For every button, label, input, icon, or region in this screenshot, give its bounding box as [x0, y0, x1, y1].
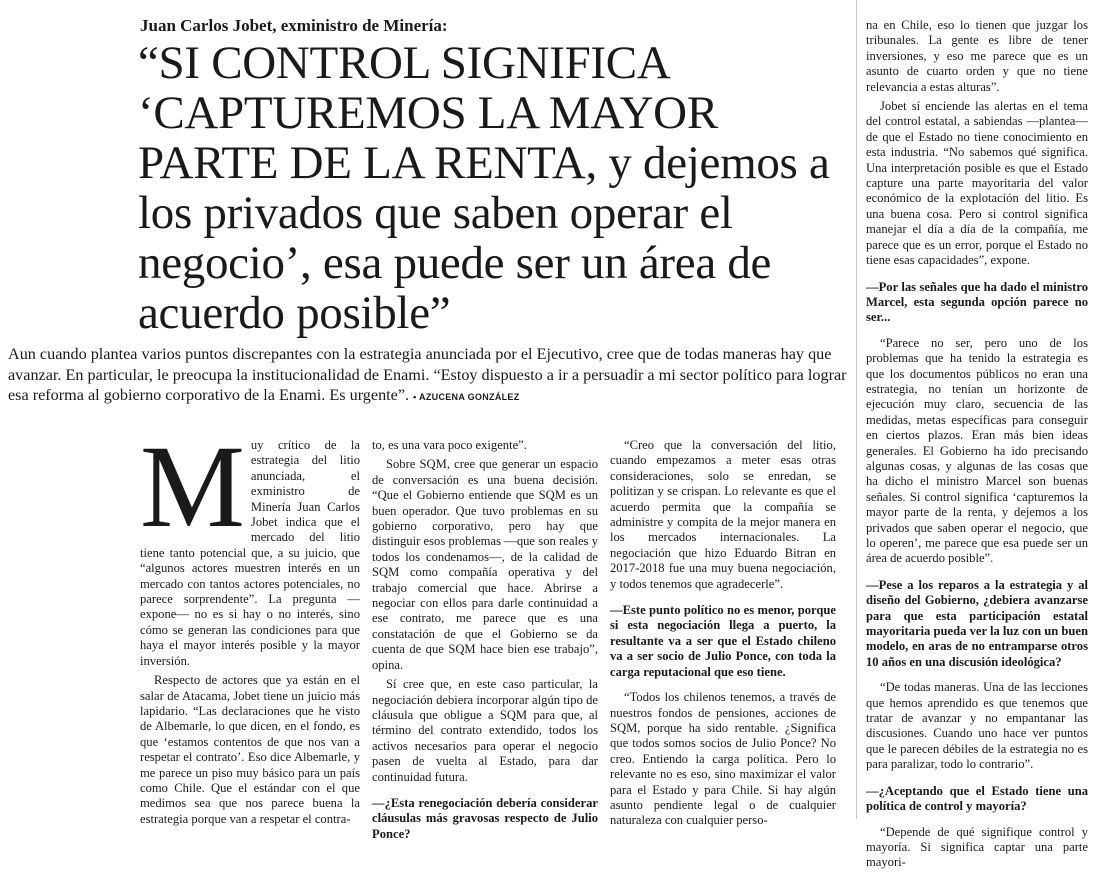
paragraph: na en Chile, eso lo tienen que juzgar los tribunales. La gente es libre de tener inversiones, y eso me parece que es un asunto de cuarto orden y que no tiene relevancia a estas alturas”. — [866, 18, 1088, 94]
interview-question: —¿Esta renegociación debería considerar cláusulas más gravosas respecto de Julio Ponce? — [372, 795, 598, 841]
paragraph: “Parece no ser, pero uno de los problemas que ha tenido la estrategia es que los documentos públicos no eran una estrategia, no tenían un horizonte de ejecución muy claro, secuencia de las medidas, metas específicas para conseguir en ciertos plazos. Eran más bien ideas generales. El Gobierno ha ido precisando algunas cosas, y algunas de las cosas que ha dicho el ministro Marcel son buenas señales. Si control significa ‘capturemos la mayor parte de la renta, y dejemos a los privados que saben operar el negocio, que lo operen’, me parece que esa puede ser un área de acuerdo posible”. — [866, 335, 1088, 566]
column-divider — [856, 0, 857, 819]
paragraph: to, es una vara poco exigente”. — [372, 438, 527, 452]
article-lead — [8, 344, 848, 408]
paragraph: Jobet sí enciende las alertas en el tema del control estatal, a sabiendas —plantea— de que el Estado no tiene conocimiento en esta industria. “No sabemos qué significa. Una interpretación posible es que el Estado capture una parte mayoritaria del valor económico de la explotación del litio. Es una buena cosa. Pero si control significa manejar el día a día de la compañía, me parece que es un error, porque el Estado no tiene esas capacidades”, expone. — [866, 99, 1088, 268]
lead-text: Aun cuando plantea varios puntos discrepantes con la estrategia anunciada por el Ejecutivo, cree que de todas maneras hay que avanzar. En particular, le preocupa la institucionalidad de Enami. “Estoy dispuesto a ir a persuadir a mi sector político para lograr esa reforma al gobierno corporativo de la Enami. Es urgente”. — [8, 345, 847, 404]
paragraph: “Creo que la conversación del litio, cuando empezamos a meter esas otras consideraciones, solo se enredan, se politizan y se crispan. Lo relevante es que el acuerdo permita que la compañía se administre y compita de la mejor manera en los mercados internacionales. La negociación que hizo Eduardo Bitran en 2017-2018 fue una muy buena negociación, y todos tenemos que agradecerle”. — [610, 438, 836, 591]
paragraph: Respecto de actores que ya están en el salar de Atacama, Jobet tiene un juicio más lapidario. “Las declaraciones que he visto de Albemarle, lo que dicen, en el fondo, es que ‘estamos contentos de que nos van a respetar el contrato’. Eso dice Albemarle, y me parece un piso muy básico para un país como Chile. Que el estándar con el que medimos sea que nos parece buena la estrategia porque van a respetar el contra- — [140, 673, 360, 826]
paragraph — [140, 421, 360, 669]
interview-question: —Por las señales que ha dado el ministro Marcel, esta segunda opción parece no ser... — [866, 279, 1088, 325]
paragraph: “De todas maneras. Una de las lecciones que hemos aprendido es que tenemos que tratar de avanzar y no empantanar las discusiones. Cuando uno hace ver puntos que le parecen débiles de la estrategia no es para paralizar, todo lo contrario”. — [866, 680, 1088, 772]
body-column-2 — [372, 438, 598, 852]
paragraph-text: uy crítico de la estrategia del litio anunciada, el exministro de Minería Juan Carlos Jobet indica que el mercado del litio tiene tanto potencial que, a su juicio, que “algunos actores muestren interés en un mercado con tantos actores potenciales, no parece sorprendente”. La pregunta —expone— no es si hay o no interés, sino cómo se generan las condiciones para que haya el mayor interés posible y la mayor inversión. — [140, 438, 360, 668]
interview-question: —Este punto político no es menor, porque si esta negociación llega a puerto, la resultante va a ser que el Estado chileno va a ser socio de Julio Ponce, con toda la carga reputacional que eso tiene. — [610, 603, 836, 679]
paragraph: “Todos los chilenos tenemos, a través de nuestros fondos de pensiones, acciones de SQM, porque ha sido rentable. ¿Significa que todos somos socios de Julio Ponce? No creo. Entiendo la carga política. Pero lo relevante no es eso, sino maximizar el valor para el Estado y para Chile. Si hay algún asunto pendiente legal o de cualquier naturaleza con cualquier perso- — [610, 690, 836, 828]
interview-question: —¿Aceptando que el Estado tiene una política de control y mayoría? — [866, 783, 1088, 814]
article-kicker: Juan Carlos Jobet, exministro de Minería: — [140, 16, 448, 35]
paragraph: Sobre SQM, cree que generar un espacio de conversación es una buena decisión. “Que el Gobierno entiende que SQM es un buen operador. Que tuvo problemas en su gobierno corporativo, pero hay que distinguir esos problemas —que son reales y todos los condenamos—, de la calidad de SQM como compañía operativa y del trabajo comercial que hace. Abrirse a negociar con ellos para darle continuidad a ese contrato, me parece que es una constatación de que el Gobierno se da cuenta de que SQM hace bien ese trabajo”, opina. — [372, 457, 598, 672]
drop-cap: M — [140, 421, 245, 552]
article-headline: “SI CONTROL SIGNIFICA ‘CAPTUREMOS LA MAYOR PARTE DE LA RENTA, y dejemos a los privados que saben operar el negocio’, esa puede ser un área de acuerdo posible” — [138, 37, 830, 339]
interview-question: —Pese a los reparos a la estrategia y al diseño del Gobierno, ¿debiera avanzarse para que esta participación estatal mayoritaria pueda ver la luz con un buen modelo, en aras de no entramparse otros 10 años en una discusión ideológica? — [866, 577, 1088, 669]
byline: • AZUCENA GONZÁLEZ — [413, 392, 520, 402]
paragraph: Sí cree que, en este caso particular, la negociación debiera incorporar algún tipo de cláusula que obligue a SQM para que, al término del contrato extendido, todos los activos necesarios para operar el negocio pasen de vuelta al Estado, para dar continuidad futura. — [372, 677, 598, 784]
body-column-1 — [140, 421, 360, 831]
paragraph: “Depende de qué signifique control y mayoría. Si significa captar una parte mayori- — [866, 824, 1088, 870]
body-column-3 — [610, 438, 836, 833]
body-column-4 — [866, 18, 1088, 875]
